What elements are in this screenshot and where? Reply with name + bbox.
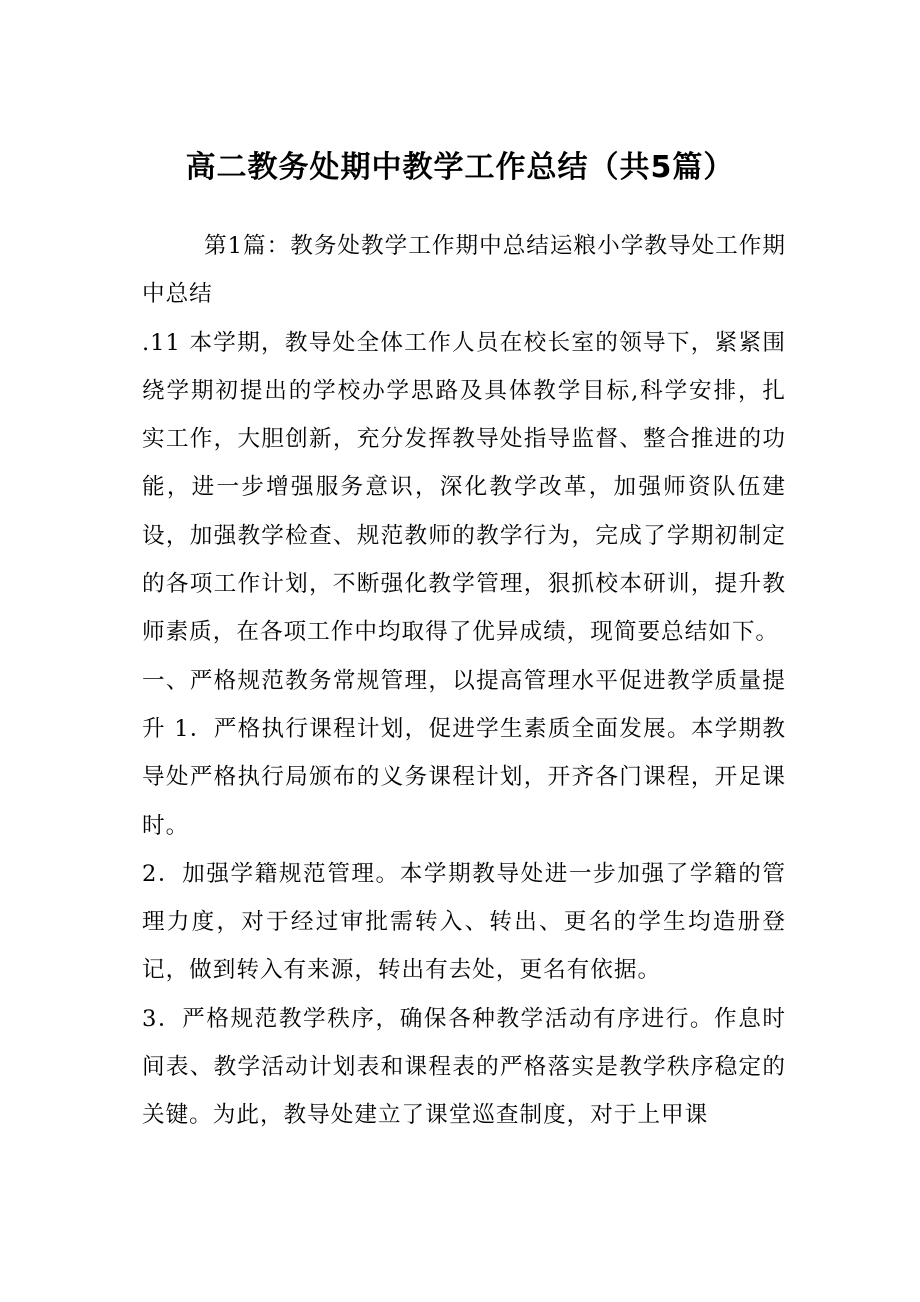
body-paragraph-section-1: 一、严格规范教务常规管理，以提高管理水平促进教学质量提升 1．严格执行课程计划，促进学生素质全面发展。本学期教导处严格执行局颁布的义务课程计划，开齐各门课程，开足课时。 bbox=[142, 667, 786, 839]
body-paragraph-item-2: 2．加强学籍规范管理。本学期教导处进一步加强了学籍的管理力度，对于经过审批需转入、转出、更名的学生均造册登记，做到转入有来源，转出有去处，更名有依据。 bbox=[142, 860, 786, 984]
body-paragraph-item-3: 3．严格规范教学秩序，确保各种教学活动有序进行。作息时间表、教学活动计划表和课程表的严格落实是教学秩序稳定的关键。为此，教导处建立了课堂巡查制度，对于上甲课 bbox=[142, 1005, 786, 1129]
article-subtitle: 第1篇：教务处教学工作期中总结运粮小学教导处工作期中总结 bbox=[142, 233, 786, 308]
body-paragraph-intro: .11 本学期，教导处全体工作人员在校长室的领导下，紧紧围绕学期初提出的学校办学思路及具体教学目标,科学安排，扎实工作，大胆创新，充分发挥教导处指导监督、整合推进的功能，进一步增强服务意识，深化教学改革，加强师资队伍建设，加强教学检查、规范教师的教学行为，完成了学期初制定的各项工作计划，不断强化教学管理，狠抓校本研训，提升教师素质，在各项工作中均取得了优异成绩，现简要总结如下。 bbox=[142, 329, 786, 646]
document-title: 高二教务处期中教学工作总结（共5篇） bbox=[185, 150, 735, 185]
document-body bbox=[142, 222, 786, 1140]
